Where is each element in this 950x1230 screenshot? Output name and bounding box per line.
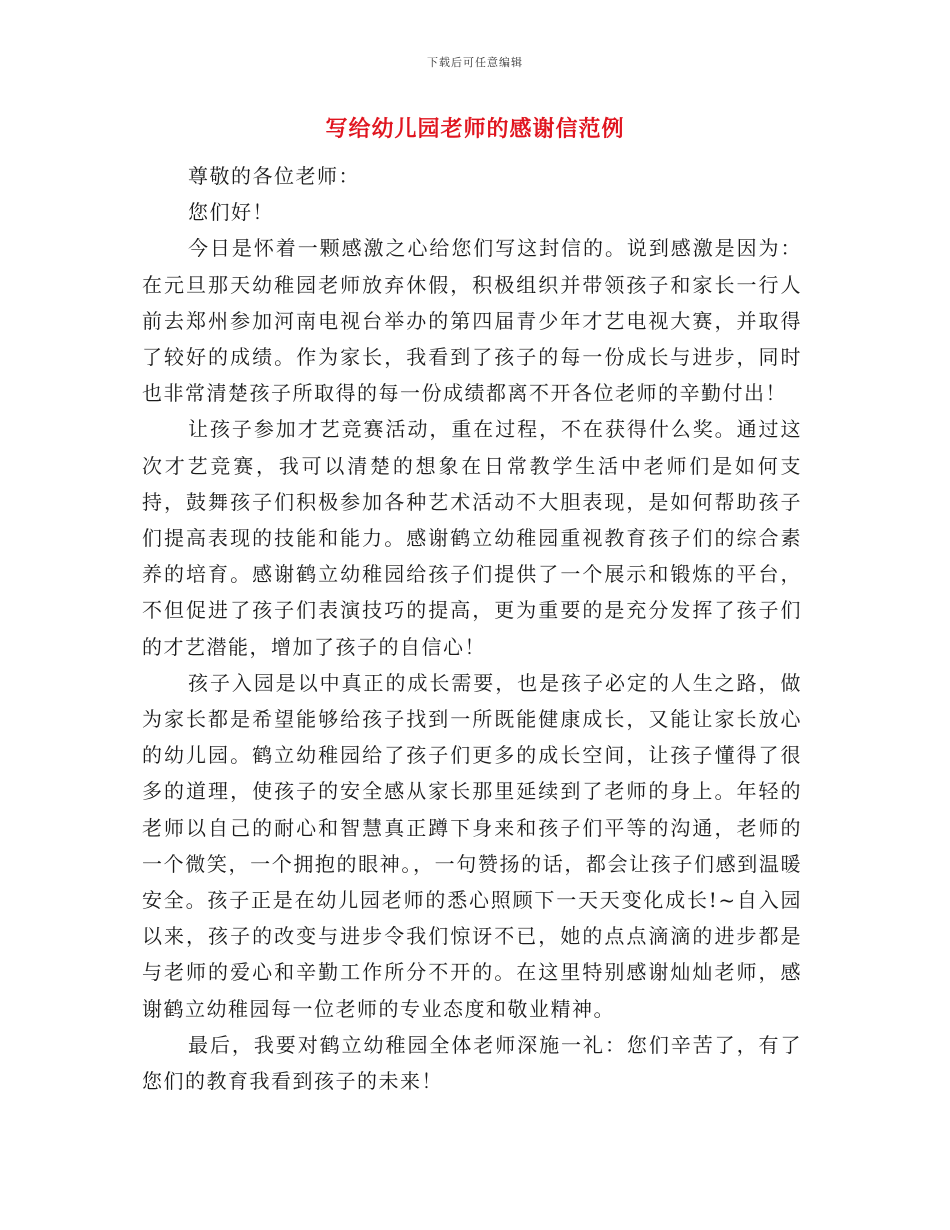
letter-body	[142, 158, 802, 1099]
paragraph-3: 孩子入园是以中真正的成长需要，也是孩子必定的人生之路，做为家长都是希望能够给孩子找到一所既能健康成长，又能让家长放心的幼儿园。鹤立幼稚园给了孩子们更多的成长空间，让孩子懂得了很多的道理，使孩子的安全感从家长那里延续到了老师的身上。年轻的老师以自己的耐心和智慧真正蹲下身来和孩子们平等的沟通，老师的一个微笑，一个拥抱的眼神。，一句赞扬的话，都会让孩子们感到温暖安全。孩子正是在幼儿园老师的悉心照顾下一天天变化成长!~自入园以来，孩子的改变与进步令我们惊讶不已，她的点点滴滴的进步都是与老师的爱心和辛勤工作所分不开的。在这里特别感谢灿灿老师，感谢鹤立幼稚园每一位老师的专业态度和敬业精神。	[142, 670, 802, 1021]
document-title: 写给幼儿园老师的感谢信范例	[325, 116, 625, 142]
salutation: 尊敬的各位老师：	[188, 164, 360, 188]
greeting: 您们好！	[188, 200, 274, 225]
page-header-note: 下载后可任意编辑	[427, 56, 523, 69]
paragraph-2: 让孩子参加才艺竞赛活动，重在过程，不在获得什么奖。通过这次才艺竞赛，我可以清楚的想象在日常教学生活中老师们是如何支持，鼓舞孩子们积极参加各种艺术活动不大胆表现，是如何帮助孩子们提高表现的技能和能力。感谢鹤立幼稚园重视教育孩子们的综合素养的培育。感谢鹤立幼稚园给孩子们提供了一个展示和锻炼的平台，不但促进了孩子们表演技巧的提高，更为重要的是充分发挥了孩子们的才艺潜能，增加了孩子的自信心！	[142, 417, 802, 659]
paragraph-4: 最后，我要对鹤立幼稚园全体老师深施一礼：您们辛苦了，有了您们的教育我看到孩子的未来！	[142, 1032, 802, 1094]
paragraph-1: 今日是怀着一颗感激之心给您们写这封信的。说到感激是因为：在元旦那天幼稚园老师放弃休假，积极组织并带领孩子和家长一行人前去郑州参加河南电视台举办的第四届青少年才艺电视大赛，并取得了较好的成绩。作为家长，我看到了孩子的每一份成长与进步，同时也非常清楚孩子所取得的每一份成绩都离不开各位老师的辛勤付出！	[142, 236, 802, 406]
